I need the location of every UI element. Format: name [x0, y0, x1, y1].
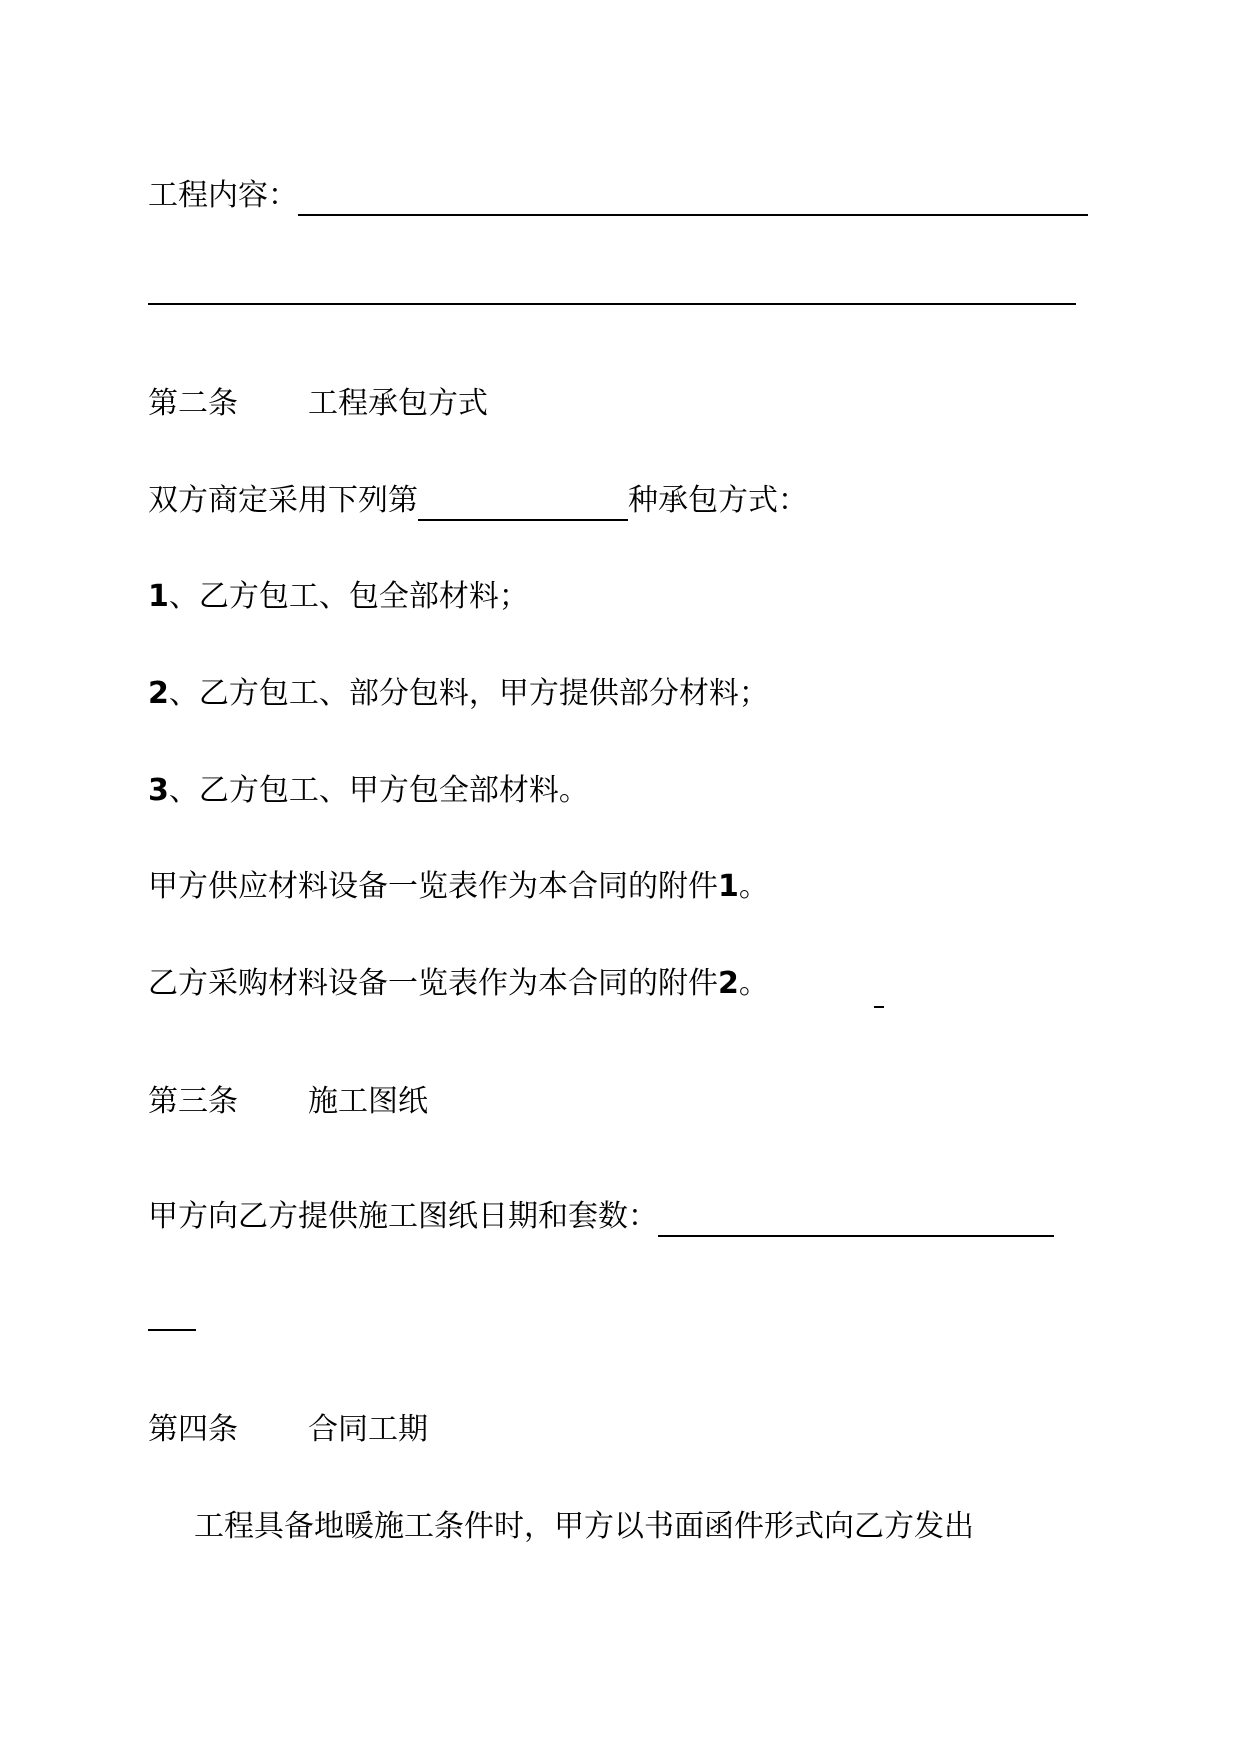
option-2-text: 、乙方包工、部分包料，甲方提供部分材料；	[168, 676, 769, 711]
contract-method-suffix: 种承包方式：	[628, 483, 808, 518]
contract-method-prefix: 双方商定采用下列第	[148, 483, 418, 518]
annex-2-number: 2	[718, 966, 739, 1001]
stray-underline-mark	[874, 1006, 884, 1008]
section-4-title: 合同工期	[308, 1412, 428, 1447]
section-3-heading	[148, 1082, 428, 1122]
annex-2-text: 乙方采购材料设备一览表作为本合同的附件	[148, 966, 718, 1001]
section-3-number: 第三条	[148, 1084, 238, 1119]
annex-1-period: 。	[738, 869, 769, 904]
project-content-label: 工程内容：	[148, 178, 298, 213]
drawings-blank[interactable]	[658, 1201, 1054, 1237]
contract-method-line	[148, 481, 808, 521]
option-2	[148, 674, 769, 714]
annex-1-line	[148, 867, 769, 907]
option-2-number: 2	[148, 676, 169, 711]
option-3-number: 3	[148, 773, 169, 808]
drawings-line	[148, 1197, 1054, 1237]
annex-2-line	[148, 964, 769, 1004]
annex-2-period: 。	[738, 966, 769, 1001]
drawings-blank-continuation[interactable]	[148, 1329, 196, 1331]
drawings-label: 甲方向乙方提供施工图纸日期和套数：	[148, 1199, 658, 1234]
section-4-heading	[148, 1410, 428, 1450]
option-1-text: 、乙方包工、包全部材料；	[168, 579, 529, 614]
option-1-number: 1	[148, 579, 169, 614]
option-1	[148, 577, 529, 617]
section-4-number: 第四条	[148, 1412, 238, 1447]
period-paragraph: 工程具备地暖施工条件时，甲方以书面函件形式向乙方发出	[194, 1509, 974, 1544]
project-content-blank[interactable]	[298, 180, 1088, 216]
project-content-blank-line-2[interactable]	[148, 303, 1076, 305]
contract-method-blank[interactable]	[418, 485, 628, 521]
section-2-number: 第二条	[148, 386, 238, 421]
project-content-line	[148, 176, 1088, 216]
section-3-title: 施工图纸	[308, 1084, 428, 1119]
section-2-heading	[148, 384, 488, 424]
option-3	[148, 771, 589, 811]
option-3-text: 、乙方包工、甲方包全部材料。	[168, 773, 589, 808]
section-2-title: 工程承包方式	[308, 386, 488, 421]
annex-1-text: 甲方供应材料设备一览表作为本合同的附件	[148, 869, 718, 904]
annex-1-number: 1	[718, 869, 739, 904]
